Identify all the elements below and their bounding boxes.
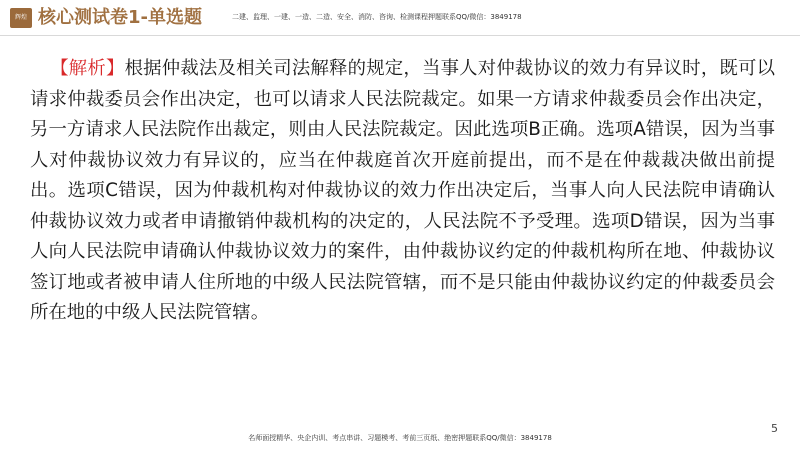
analysis-text: 根据仲裁法及相关司法解释的规定，当事人对仲裁协议的效力有异议时，既可以请求仲裁委员会作出决定，也可以请求人民法院裁定。如果一方请求仲裁委员会作出决定，另一方请求人民法院作出裁定，则由人民法院裁定。因此选项B正确。选项A错误，因为当事人对仲裁协议效力有异议的，应当在仲裁庭首次开庭前提出，而不是在仲裁裁决做出前提出。选项C错误，因为仲裁机构对仲裁协议的效力作出决定后，当事人向人民法院申请确认仲裁协议效力或者申请撤销仲裁机构的决定的，人民法院不予受理。选项D错误，因为当事人向人民法院申请确认仲裁协议效力的案件，由仲裁协议约定的仲裁机构所在地、仲裁协议签订地或者被申请人住所地的中级人民法院管辖，而不是只能由仲裁协议约定的仲裁委员会所在地的中级人民法院管辖。 <box>30 58 775 323</box>
analysis-paragraph <box>30 54 775 329</box>
analysis-tag: 【解析】 <box>50 58 125 79</box>
slide-title: 核心测试卷1-单选题 <box>38 7 202 28</box>
header-contact-note: 二建、监理、一建、一造、二造、安全、消防、咨询、检测课程押题联系QQ/微信：3849178 <box>232 13 522 21</box>
header-divider <box>0 35 800 36</box>
brand-logo: 辉煌 <box>10 8 32 28</box>
page-number: 5 <box>771 422 778 435</box>
footer-contact-note: 名师面授精华、央企内训、考点串讲、习题模考、考前三页纸、绝密押题联系QQ/微信：3849178 <box>248 434 552 442</box>
slide-header <box>0 0 800 34</box>
